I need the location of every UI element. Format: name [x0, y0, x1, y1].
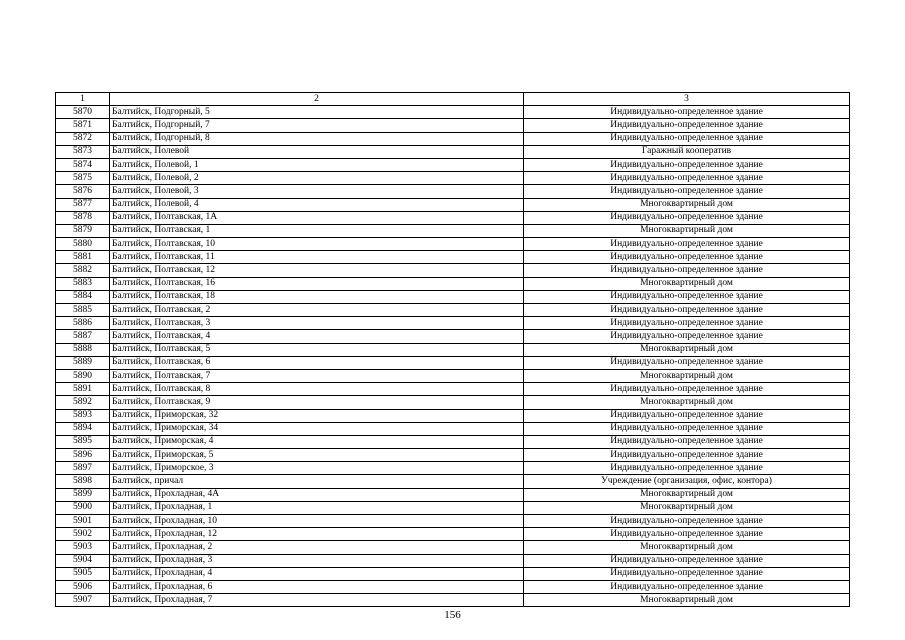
- row-number-cell: 5875: [56, 172, 110, 185]
- row-number-cell: 5871: [56, 119, 110, 132]
- address-cell: Балтийск, Прохладная, 2: [110, 541, 524, 554]
- building-type-cell: Индивидуально-определенное здание: [524, 567, 850, 580]
- address-cell: Балтийск, Полтавская, 3: [110, 317, 524, 330]
- address-cell: Балтийск, Прохладная, 3: [110, 554, 524, 567]
- address-table: [55, 92, 850, 607]
- row-number-cell: 5888: [56, 343, 110, 356]
- building-type-cell: Индивидуально-определенное здание: [524, 132, 850, 145]
- address-cell: Балтийск, Полтавская, 7: [110, 369, 524, 382]
- address-cell: Балтийск, Прохладная, 12: [110, 528, 524, 541]
- table-row: [56, 409, 850, 422]
- table-row: [56, 198, 850, 211]
- building-type-cell: Индивидуально-определенное здание: [524, 462, 850, 475]
- table-row: [56, 304, 850, 317]
- table-row: [56, 330, 850, 343]
- page-number: 156: [444, 609, 461, 621]
- table-row: [56, 554, 850, 567]
- building-type-cell: Индивидуально-определенное здание: [524, 383, 850, 396]
- building-type-cell: Индивидуально-определенное здание: [524, 251, 850, 264]
- row-number-cell: 5903: [56, 541, 110, 554]
- building-type-cell: Индивидуально-определенное здание: [524, 356, 850, 369]
- address-cell: Балтийск, Приморская, 4: [110, 435, 524, 448]
- row-number-cell: 5892: [56, 396, 110, 409]
- table-row: [56, 501, 850, 514]
- row-number-cell: 5904: [56, 554, 110, 567]
- row-number-cell: 5894: [56, 422, 110, 435]
- table-row: [56, 383, 850, 396]
- address-cell: Балтийск, Полевой, 1: [110, 158, 524, 171]
- table-row: [56, 515, 850, 528]
- building-type-cell: Многоквартирный дом: [524, 198, 850, 211]
- address-cell: Балтийск, Полтавская, 9: [110, 396, 524, 409]
- address-cell: Балтийск, Полевой, 3: [110, 185, 524, 198]
- building-type-cell: Индивидуально-определенное здание: [524, 435, 850, 448]
- row-number-cell: 5896: [56, 449, 110, 462]
- address-cell: Балтийск, Полтавская, 8: [110, 383, 524, 396]
- building-type-cell: Многоквартирный дом: [524, 396, 850, 409]
- address-cell: Балтийск, Полтавская, 11: [110, 251, 524, 264]
- table-row: [56, 211, 850, 224]
- table-row: [56, 343, 850, 356]
- row-number-cell: 5907: [56, 594, 110, 607]
- building-type-cell: Индивидуально-определенное здание: [524, 119, 850, 132]
- table-row: [56, 172, 850, 185]
- table-row: [56, 238, 850, 251]
- table-row: [56, 251, 850, 264]
- address-cell: Балтийск, Полтавская, 1А: [110, 211, 524, 224]
- address-cell: Балтийск, Полтавская, 4: [110, 330, 524, 343]
- building-type-cell: Индивидуально-определенное здание: [524, 528, 850, 541]
- building-type-cell: Индивидуально-определенное здание: [524, 580, 850, 593]
- table-row: [56, 277, 850, 290]
- row-number-cell: 5881: [56, 251, 110, 264]
- table-header: [56, 93, 850, 106]
- row-number-cell: 5900: [56, 501, 110, 514]
- table-body: [56, 106, 850, 607]
- column-header-1: 1: [56, 93, 110, 106]
- row-number-cell: 5885: [56, 304, 110, 317]
- row-number-cell: 5889: [56, 356, 110, 369]
- address-cell: Балтийск, Полтавская, 10: [110, 238, 524, 251]
- table-row: [56, 224, 850, 237]
- row-number-cell: 5872: [56, 132, 110, 145]
- building-type-cell: Индивидуально-определенное здание: [524, 554, 850, 567]
- address-cell: Балтийск, Полтавская, 6: [110, 356, 524, 369]
- row-number-cell: 5895: [56, 435, 110, 448]
- row-number-cell: 5884: [56, 290, 110, 303]
- building-type-cell: Индивидуально-определенное здание: [524, 211, 850, 224]
- address-cell: Балтийск, Подгорный, 5: [110, 106, 524, 119]
- address-cell: Балтийск, Полтавская, 16: [110, 277, 524, 290]
- address-cell: Балтийск, Прохладная, 7: [110, 594, 524, 607]
- row-number-cell: 5902: [56, 528, 110, 541]
- table-row: [56, 185, 850, 198]
- building-type-cell: Многоквартирный дом: [524, 343, 850, 356]
- table-row: [56, 264, 850, 277]
- building-type-cell: Гаражный кооператив: [524, 145, 850, 158]
- table-row: [56, 580, 850, 593]
- building-type-cell: Учреждение (организация, офис, контора): [524, 475, 850, 488]
- row-number-cell: 5906: [56, 580, 110, 593]
- building-type-cell: Индивидуально-определенное здание: [524, 449, 850, 462]
- address-cell: Балтийск, Прохладная, 1: [110, 501, 524, 514]
- building-type-cell: Многоквартирный дом: [524, 488, 850, 501]
- row-number-cell: 5882: [56, 264, 110, 277]
- table-row: [56, 528, 850, 541]
- row-number-cell: 5874: [56, 158, 110, 171]
- building-type-cell: Индивидуально-определенное здание: [524, 317, 850, 330]
- table-row: [56, 158, 850, 171]
- row-number-cell: 5897: [56, 462, 110, 475]
- table-row: [56, 132, 850, 145]
- building-type-cell: Многоквартирный дом: [524, 594, 850, 607]
- row-number-cell: 5886: [56, 317, 110, 330]
- address-cell: Балтийск, Прохладная, 4А: [110, 488, 524, 501]
- table-row: [56, 145, 850, 158]
- table-row: [56, 317, 850, 330]
- table-row: [56, 567, 850, 580]
- row-number-cell: 5876: [56, 185, 110, 198]
- address-cell: Балтийск, Прохладная, 10: [110, 515, 524, 528]
- table-row: [56, 356, 850, 369]
- row-number-cell: 5891: [56, 383, 110, 396]
- address-cell: Балтийск, Полевой: [110, 145, 524, 158]
- address-cell: Балтийск, Полевой, 4: [110, 198, 524, 211]
- table-row: [56, 541, 850, 554]
- building-type-cell: Индивидуально-определенное здание: [524, 185, 850, 198]
- row-number-cell: 5905: [56, 567, 110, 580]
- address-cell: Балтийск, Полтавская, 2: [110, 304, 524, 317]
- address-cell: Балтийск, Приморская, 5: [110, 449, 524, 462]
- table-row: [56, 594, 850, 607]
- table-row: [56, 396, 850, 409]
- table-row: [56, 290, 850, 303]
- address-cell: Балтийск, Прохладная, 6: [110, 580, 524, 593]
- row-number-cell: 5893: [56, 409, 110, 422]
- header-row: [56, 93, 850, 106]
- row-number-cell: 5887: [56, 330, 110, 343]
- building-type-cell: Многоквартирный дом: [524, 541, 850, 554]
- table-row: [56, 488, 850, 501]
- row-number-cell: 5901: [56, 515, 110, 528]
- address-cell: Балтийск, Подгорный, 7: [110, 119, 524, 132]
- table-row: [56, 106, 850, 119]
- building-type-cell: Индивидуально-определенное здание: [524, 238, 850, 251]
- building-type-cell: Многоквартирный дом: [524, 224, 850, 237]
- address-cell: Балтийск, Подгорный, 8: [110, 132, 524, 145]
- row-number-cell: 5873: [56, 145, 110, 158]
- building-type-cell: Многоквартирный дом: [524, 369, 850, 382]
- row-number-cell: 5890: [56, 369, 110, 382]
- building-type-cell: Индивидуально-определенное здание: [524, 515, 850, 528]
- row-number-cell: 5899: [56, 488, 110, 501]
- address-cell: Балтийск, Прохладная, 4: [110, 567, 524, 580]
- address-cell: Балтийск, Полтавская, 12: [110, 264, 524, 277]
- building-type-cell: Многоквартирный дом: [524, 277, 850, 290]
- table-row: [56, 422, 850, 435]
- address-cell: Балтийск, Приморское, 3: [110, 462, 524, 475]
- column-header-2: 2: [110, 93, 524, 106]
- table-row: [56, 475, 850, 488]
- table-row: [56, 462, 850, 475]
- table-row: [56, 369, 850, 382]
- table-row: [56, 449, 850, 462]
- address-cell: Балтийск, Приморская, 32: [110, 409, 524, 422]
- building-type-cell: Многоквартирный дом: [524, 501, 850, 514]
- row-number-cell: 5883: [56, 277, 110, 290]
- address-cell: Балтийск, Полтавская, 5: [110, 343, 524, 356]
- row-number-cell: 5870: [56, 106, 110, 119]
- row-number-cell: 5880: [56, 238, 110, 251]
- table-row: [56, 119, 850, 132]
- building-type-cell: Индивидуально-определенное здание: [524, 264, 850, 277]
- row-number-cell: 5879: [56, 224, 110, 237]
- address-cell: Балтийск, Приморская, 34: [110, 422, 524, 435]
- building-type-cell: Индивидуально-определенное здание: [524, 172, 850, 185]
- building-type-cell: Индивидуально-определенное здание: [524, 330, 850, 343]
- building-type-cell: Индивидуально-определенное здание: [524, 409, 850, 422]
- building-type-cell: Индивидуально-определенное здание: [524, 290, 850, 303]
- column-header-3: 3: [524, 93, 850, 106]
- row-number-cell: 5878: [56, 211, 110, 224]
- address-cell: Балтийск, Полтавская, 1: [110, 224, 524, 237]
- row-number-cell: 5877: [56, 198, 110, 211]
- table-row: [56, 435, 850, 448]
- building-type-cell: Индивидуально-определенное здание: [524, 158, 850, 171]
- address-cell: Балтийск, Полтавская, 18: [110, 290, 524, 303]
- building-type-cell: Индивидуально-определенное здание: [524, 422, 850, 435]
- building-type-cell: Индивидуально-определенное здание: [524, 304, 850, 317]
- address-cell: Балтийск, Полевой, 2: [110, 172, 524, 185]
- building-type-cell: Индивидуально-определенное здание: [524, 106, 850, 119]
- row-number-cell: 5898: [56, 475, 110, 488]
- address-cell: Балтийск, причал: [110, 475, 524, 488]
